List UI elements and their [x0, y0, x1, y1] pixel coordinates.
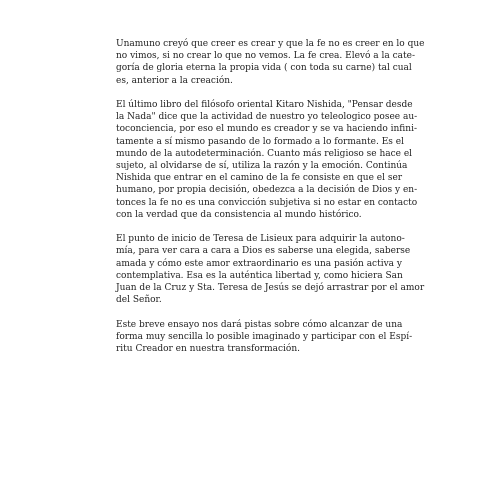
- text-line: contemplativa. Esa es la auténtica libertad y, como hiciera San: [116, 270, 403, 281]
- text-line: amada y cómo este amor extraordinario es una pasión activa y: [116, 258, 402, 269]
- paragraph-unamuno: [116, 38, 425, 87]
- text-line: es, anterior a la creación.: [116, 75, 233, 86]
- text-line: Juan de la Cruz y Sta. Teresa de Jesús se dejó arrastrar por el amor: [116, 283, 425, 294]
- text-line: El punto de inicio de Teresa de Lisieux para adquirir la autono-: [116, 234, 405, 245]
- text-line: sujeto, al olvidarse de sí, utiliza la razón y la emoción. Continúa: [116, 161, 408, 172]
- paragraph-ensayo: [116, 319, 413, 356]
- text-line: ritu Creador en nuestra transformación.: [116, 344, 300, 355]
- text-line: Unamuno creyó que creer es crear y que la fe no es creer en lo que: [116, 39, 425, 49]
- text-line: no vimos, si no crear lo que no vemos. La fe crea. Elevó a la cate-: [116, 51, 415, 62]
- text-line: goría de gloria eterna la propia vida ( con toda su carne) tal cual: [116, 63, 412, 74]
- text-line: humano, por propia decisión, obedezca a la decisión de Dios y en-: [116, 185, 418, 196]
- text-line: del Señor.: [116, 295, 162, 306]
- paragraph-teresa: [116, 233, 425, 306]
- text-line: la Nada" dice que la actividad de nuestro yo teleologico posee au-: [116, 112, 418, 123]
- text-line: forma muy sencilla lo posible imaginado y participar con el Espí-: [116, 331, 413, 342]
- text-line: toconciencia, por eso el mundo es creador y se va haciendo infini-: [116, 124, 418, 135]
- text-line: Este breve ensayo nos dará pistas sobre cómo alcanzar de una: [116, 319, 403, 330]
- text-line: mía, para ver cara a cara a Dios es saberse una elegida, saberse: [116, 246, 411, 257]
- text-line: mundo de la autodeterminación. Cuanto más religioso se hace el: [116, 148, 413, 159]
- text-line: El último libro del filósofo oriental Kitaro Nishida, "Pensar desde: [116, 100, 413, 110]
- text-line: tonces la fe no es una convicción subjetiva si no estar en contacto: [116, 197, 418, 208]
- text-line: Nishida que entrar en el camino de la fe consiste en que el ser: [116, 173, 403, 184]
- body-text: [116, 38, 425, 367]
- text-line: tamente a sí mismo pasando de lo formado a lo formante. Es el: [116, 136, 404, 147]
- text-line: con la verdad que da consistencia al mundo histórico.: [116, 209, 362, 220]
- paragraph-nishida: [116, 99, 418, 221]
